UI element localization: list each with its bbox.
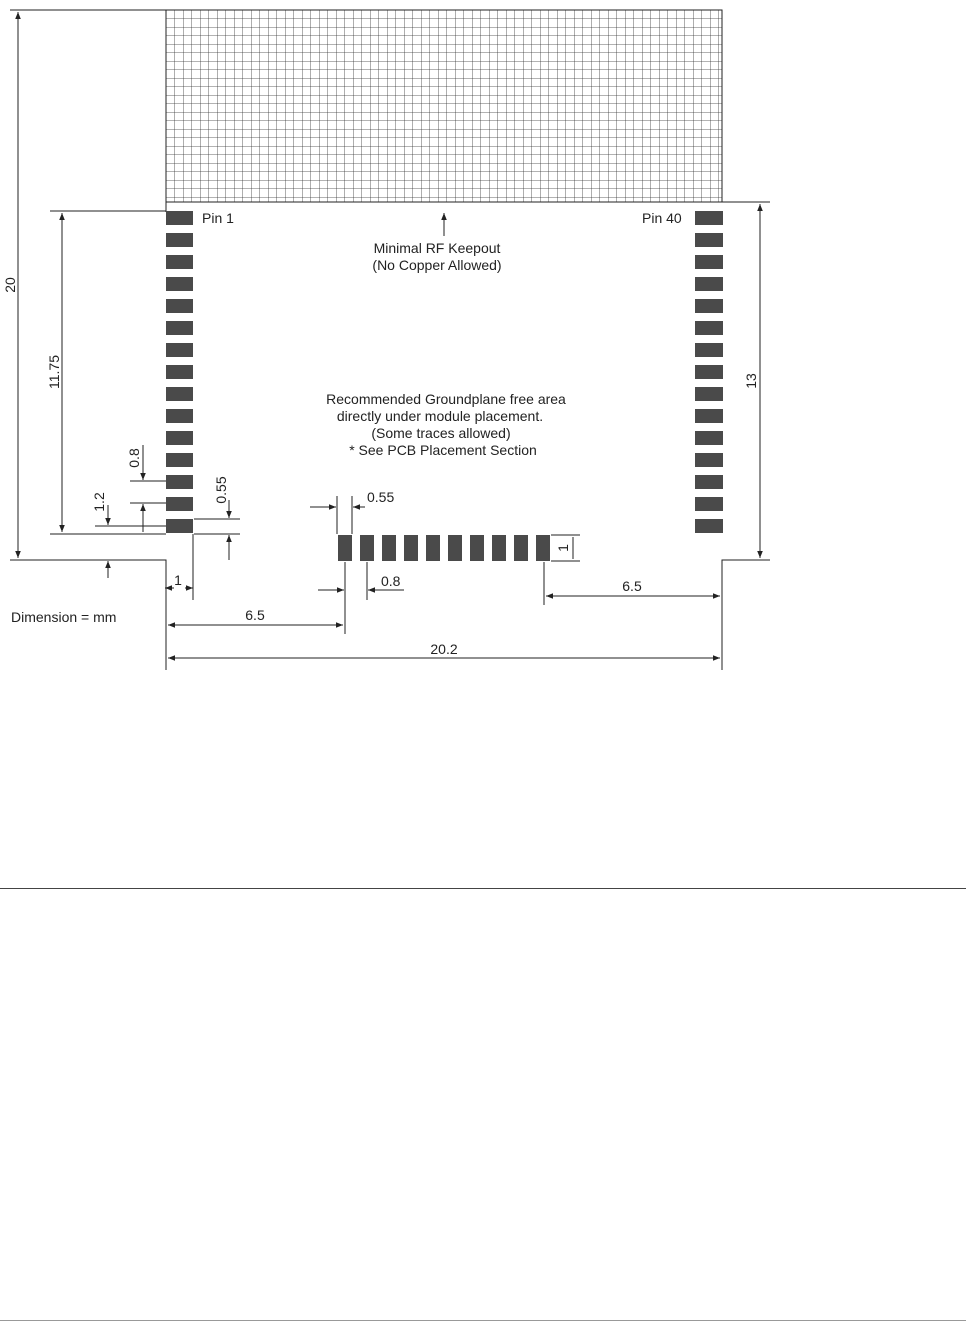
pad-bottom-8 — [492, 535, 506, 561]
pad-bottom-5 — [426, 535, 440, 561]
dim-pad-width-bottom: 0.55 — [367, 489, 395, 505]
pad-right-3 — [695, 255, 723, 269]
pad-right-14 — [695, 497, 723, 511]
pad-left-7 — [166, 343, 193, 357]
pad-bottom-10 — [536, 535, 550, 561]
groundplane-text-2: directly under module placement. — [336, 408, 544, 424]
pad-right-4 — [695, 277, 723, 291]
pad-left-15 — [166, 519, 193, 533]
dim-offset-right: 6.5 — [622, 578, 642, 594]
pad-bottom-4 — [404, 535, 418, 561]
keepout-text-2: (No Copper Allowed) — [372, 257, 502, 273]
dim-offset-left: 6.5 — [245, 607, 265, 623]
pin40-label: Pin 40 — [642, 210, 682, 226]
pad-left-3 — [166, 255, 193, 269]
pad-right-12 — [695, 453, 723, 467]
right-pad-column — [695, 211, 723, 533]
dim-lines-left-gap — [95, 505, 166, 578]
dim-pad-width-left: 0.55 — [213, 476, 229, 504]
pad-left-10 — [166, 409, 193, 423]
pad-right-13 — [695, 475, 723, 489]
pad-left-9 — [166, 387, 193, 401]
pad-right-1 — [695, 211, 723, 225]
pin1-label: Pin 1 — [202, 210, 234, 226]
dim-lines-left-offset — [168, 562, 345, 634]
groundplane-text-3: (Some traces allowed) — [371, 425, 511, 441]
left-pad-column — [166, 211, 193, 533]
dim-left-row-height: 11.75 — [46, 355, 62, 389]
dim-pad-length-left: 1 — [174, 572, 182, 588]
pad-left-2 — [166, 233, 193, 247]
rf-keepout-area — [166, 10, 722, 202]
pad-bottom-7 — [470, 535, 484, 561]
pad-bottom-2 — [360, 535, 374, 561]
pad-bottom-9 — [514, 535, 528, 561]
keepout-text-1: Minimal RF Keepout — [373, 240, 501, 256]
pad-right-15 — [695, 519, 723, 533]
units-note: Dimension = mm — [11, 609, 117, 625]
pad-left-4 — [166, 277, 193, 291]
pad-right-7 — [695, 343, 723, 357]
dim-gap-left: 1.2 — [91, 492, 107, 512]
pad-right-5 — [695, 299, 723, 313]
pad-bottom-1 — [338, 535, 352, 561]
dim-lines-bottom-pad-width — [310, 496, 365, 534]
dim-pitch-bottom: 0.8 — [381, 573, 401, 589]
pad-left-6 — [166, 321, 193, 335]
pad-left-12 — [166, 453, 193, 467]
pad-left-1 — [166, 211, 193, 225]
pad-right-10 — [695, 409, 723, 423]
pad-left-11 — [166, 431, 193, 445]
dim-overall-width: 20.2 — [430, 641, 458, 657]
pad-left-13 — [166, 475, 193, 489]
dim-lines-left-pad-width — [194, 500, 240, 560]
dim-pad-length-bottom: 1 — [555, 544, 571, 552]
pad-right-8 — [695, 365, 723, 379]
groundplane-text-1: Recommended Groundplane free area — [326, 391, 566, 407]
pad-right-2 — [695, 233, 723, 247]
pad-right-9 — [695, 387, 723, 401]
dim-pitch-left: 0.8 — [126, 448, 142, 468]
pad-bottom-6 — [448, 535, 462, 561]
dim-overall-height: 20 — [2, 277, 18, 293]
pad-bottom-3 — [382, 535, 396, 561]
dim-lines-left-pad-length — [165, 534, 193, 600]
dim-right-row-height: 13 — [743, 373, 759, 389]
pad-right-6 — [695, 321, 723, 335]
groundplane-text-4: * See PCB Placement Section — [349, 442, 537, 458]
pad-left-14 — [166, 497, 193, 511]
pad-left-5 — [166, 299, 193, 313]
bottom-pad-row — [338, 535, 550, 561]
pad-left-8 — [166, 365, 193, 379]
pad-right-11 — [695, 431, 723, 445]
page-divider-line — [0, 888, 966, 889]
